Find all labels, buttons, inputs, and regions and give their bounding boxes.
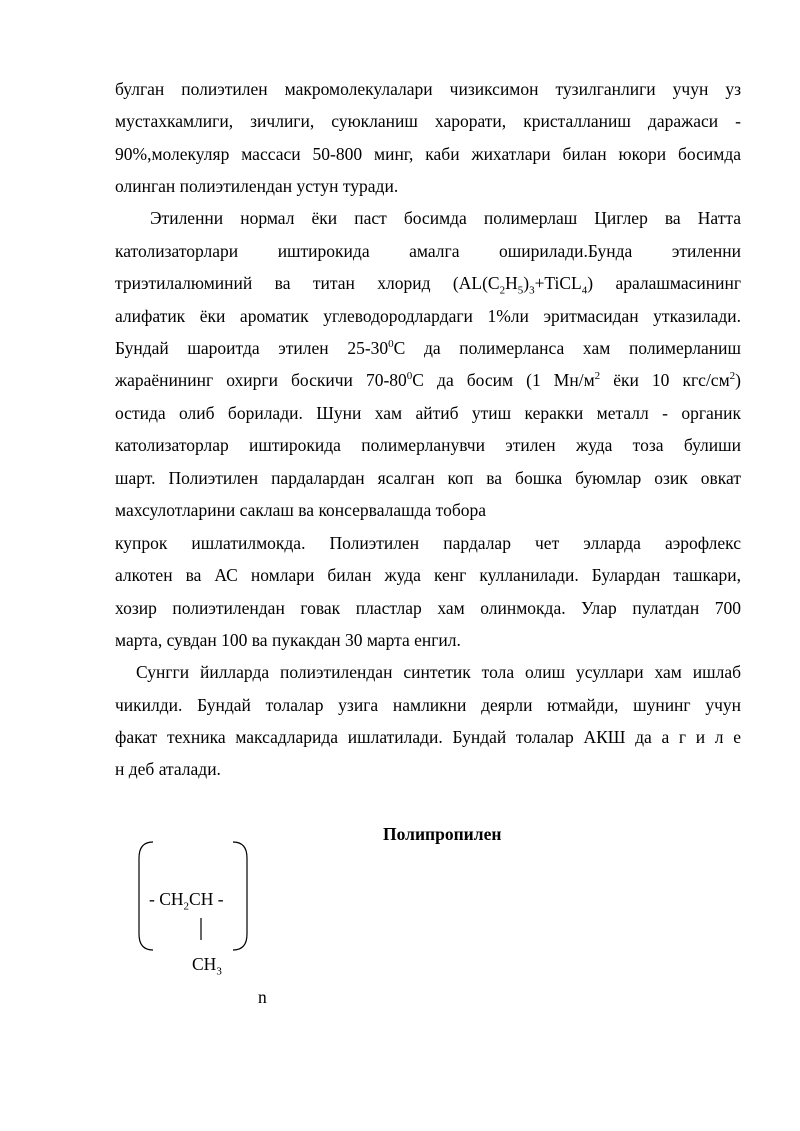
superscript: 2 [729, 370, 736, 383]
paragraph-line-formula [115, 337, 741, 359]
methyl-group [192, 953, 222, 978]
paragraph-line: остида олиб борилади. Шуни хам айтиб утиш керакки металл - органик [115, 403, 741, 423]
line-text: C да босим (1 Мн/м [412, 370, 595, 390]
paragraph-line: алкотен ва АС номлари билан жуда кенг кулланилади. Булардан ташкари, [115, 565, 741, 585]
section-title: Полипропилен [383, 824, 502, 844]
paragraph-line: алифатик ёки ароматик углеводородлардаги 1%ли эритмасидан утказилади. [115, 306, 741, 326]
paragraph-line-formula [115, 369, 741, 391]
formula-text: CH [192, 954, 217, 974]
paragraph-line: шарт. Полиэтилен пардалардан ясалган коп ва бошка буюмлар озик овкат [115, 468, 741, 488]
line-text: Бундай шароитда этилен 25-30 [115, 338, 389, 358]
paragraph-line: марта, сувдан 100 ва пукакдан 30 марта енгил. [115, 630, 461, 650]
paragraph-line: хозир полиэтилендан говак пластлар хам олинмокда. Улар пулатдан 700 [115, 598, 741, 618]
formula-text: CH - [189, 889, 224, 909]
line-text: C да полимерланса хам полимерланиш [393, 338, 741, 358]
subscript: 3 [529, 284, 535, 297]
subscript: 4 [581, 284, 588, 297]
subscript: 2 [183, 900, 190, 913]
paragraph-line: Этиленни нормал ёки паст босимда полимерлаш Циглер ва Натта [150, 208, 741, 228]
superscript: 0 [388, 338, 394, 351]
subscript: 2 [499, 284, 506, 297]
line-text: ) аралашмасининг [587, 273, 742, 293]
degree-of-polymerization: n [258, 987, 267, 1007]
paragraph-line: чикилди. Бундай толалар узига намликни деярли ютмайди, шунинг учун [115, 695, 741, 715]
paragraph-line: махсулотларини саклаш ва консервалашда тобора [115, 500, 486, 520]
paragraph-line: мустахкамлиги, зичлиги, суюкланиш харорати, кристалланиш даражаси - [115, 111, 741, 131]
paragraph-line: факат техника максадларида ишлатилади. Бундай толалар АКШ да а г и л е [115, 727, 741, 747]
line-text: +TiCL [534, 273, 582, 293]
line-text: H [505, 273, 518, 293]
paragraph-line: олинган полиэтилендан устун туради. [115, 176, 399, 196]
superscript: 0 [406, 370, 413, 383]
paragraph-line: католизаторлари иштирокида амалга оширилади.Бунда этиленни [115, 241, 741, 261]
line-text: жараёнининг охирги боскичи 70-80 [115, 370, 407, 390]
repeat-unit [149, 888, 224, 913]
paragraph-line: купрок ишлатилмокда. Полиэтилен пардалар чет элларда аэрофлекс [115, 533, 741, 553]
line-text: ) [735, 370, 741, 390]
line-text: триэтилалюминий ва титан хлорид (AL(C [115, 273, 500, 293]
paragraph-line-formula [115, 272, 742, 297]
structural-formula [137, 840, 252, 978]
formula-text: - CH [149, 889, 184, 909]
paragraph-line: Сунгги йилларда полиэтилендан синтетик тола олиш усуллари хам ишлаб [136, 662, 741, 682]
paragraph-line: католизаторлар иштирокида полимерланувчи этилен жуда тоза булиши [115, 435, 741, 455]
subscript: 3 [216, 965, 222, 978]
paragraph-line: 90%,молекуляр массаси 50-800 минг, каби жихатлари билан юкори босимда [115, 144, 741, 164]
line-text: ) [523, 273, 530, 293]
paragraph-line: н деб аталади. [115, 759, 221, 779]
superscript: 2 [594, 370, 601, 383]
subscript: 5 [517, 284, 524, 297]
line-text: ёки 10 кгс/см [600, 370, 730, 390]
paragraph-line: булган полиэтилен макромолекулалари чизиксимон тузилганлиги учун уз [115, 79, 741, 99]
